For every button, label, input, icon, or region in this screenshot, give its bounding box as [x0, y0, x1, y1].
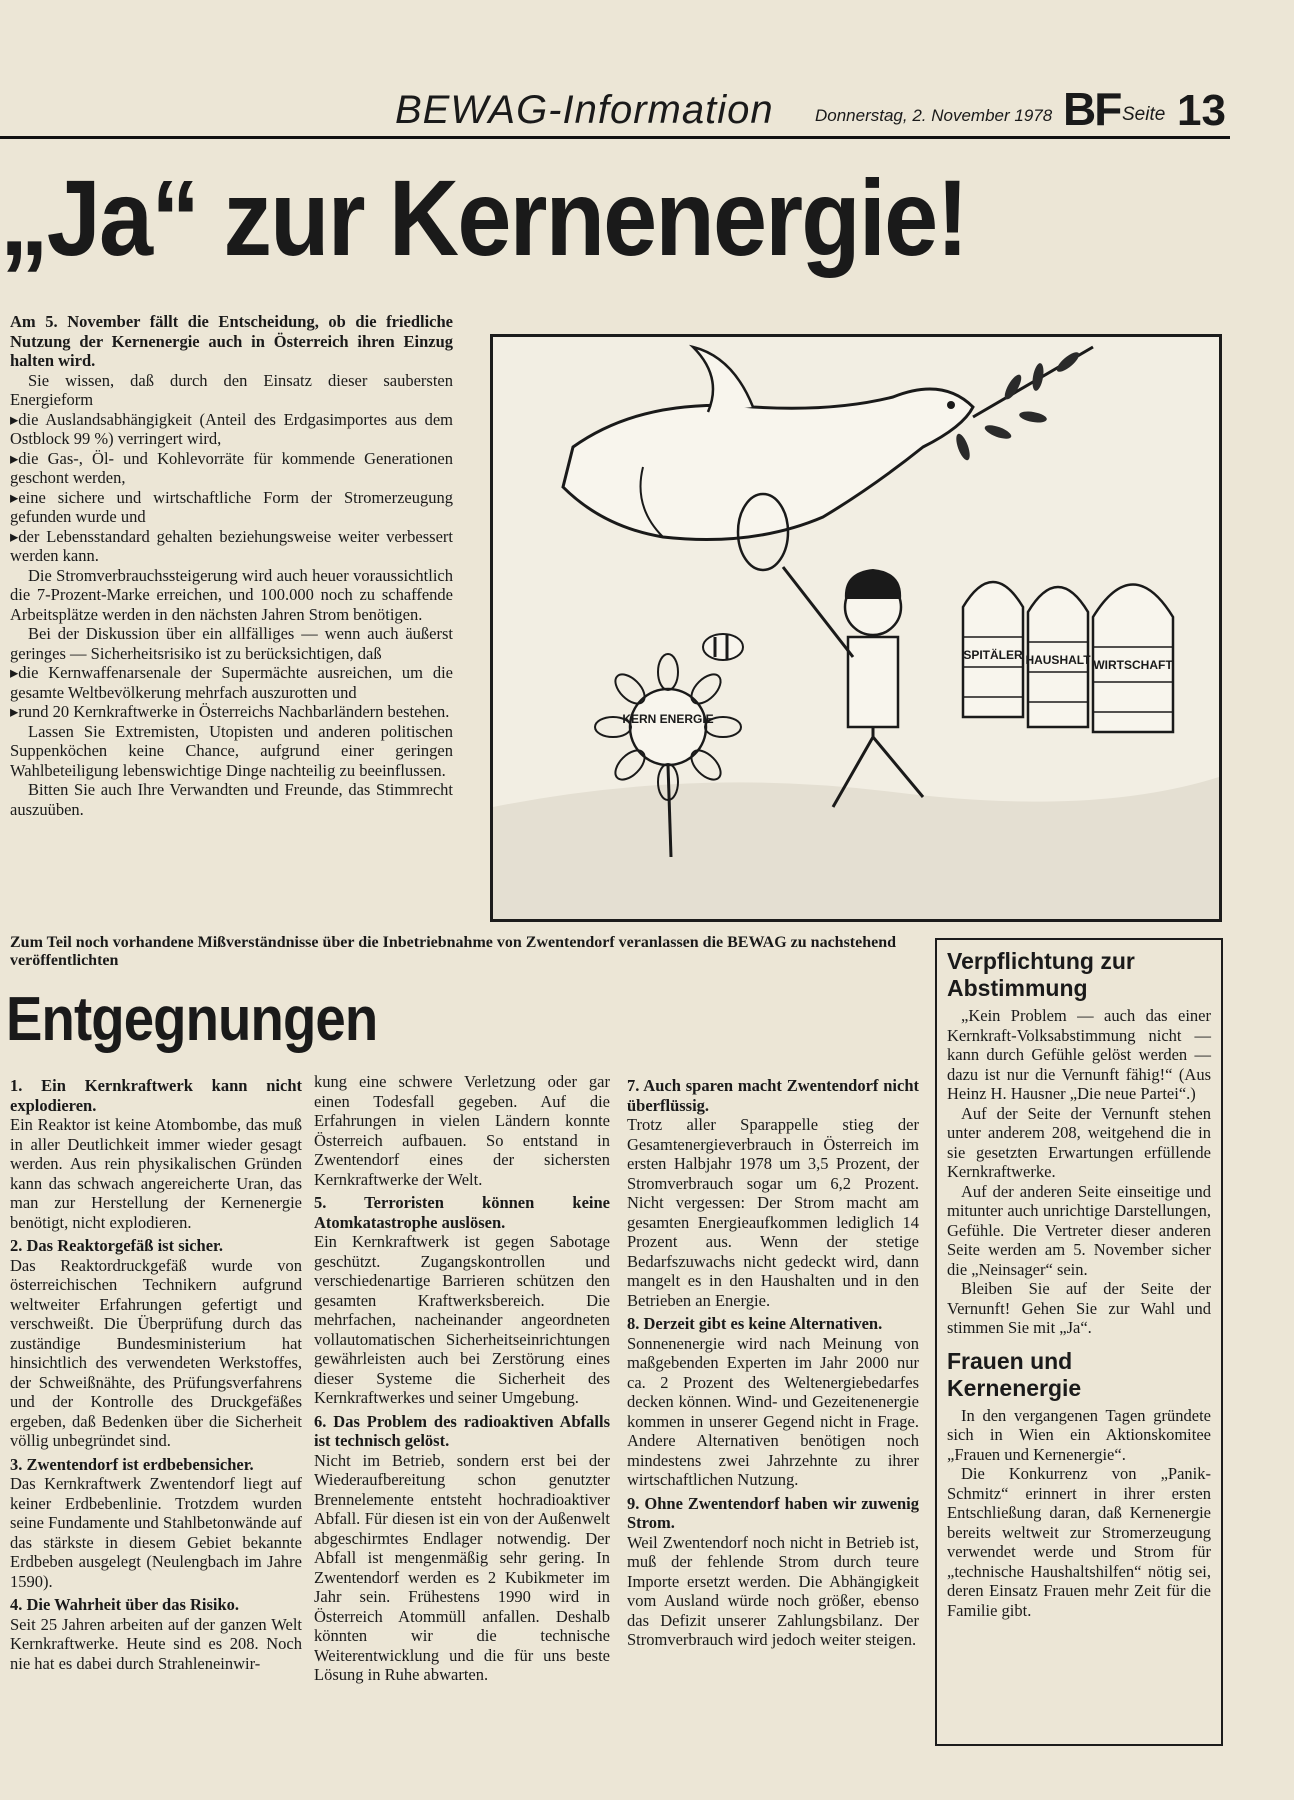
point-heading: 4. Die Wahrheit über das Risiko.	[10, 1595, 240, 1614]
sidebar-paragraph: Auf der anderen Seite einseitige und mitunter auch unrichtige Darstellungen, Gefühle. Die Vertreter dieser anderen Seite werden am 5. November sicher die „Neinsager“ sein.	[947, 1181, 1211, 1279]
sidebar-heading: Verpflichtung zur Abstimmung	[947, 948, 1135, 1001]
intro-bullet: ▸ die Gas-, Öl- und Kohlevorräte für kommende Generationen geschont werden,	[10, 449, 453, 488]
point-text: Weil Zwentendorf noch nicht in Betrieb ist, muß der fehlende Strom durch teure Importe ersetzt werden. Die Abhängigkeit vom Ausland würde noch größer, ebenso das Defizit unserer Zahlungsbilanz. Der Stromverbrauch wird jedoch weiter steigen.	[627, 1532, 919, 1649]
sidebar-heading: Frauen und Kernenergie	[947, 1347, 1082, 1401]
entgegnungen-lead: Zum Teil noch vorhandene Mißverständnisse über die Inbetriebnahme von Zwentendorf veranlassen die BEWAG zu nachstehend veröffentlichten	[10, 934, 897, 969]
cartoon-label-hive3: WIRTSCHAFT	[1093, 658, 1173, 672]
intro-lead: Am 5. November fällt die Entscheidung, ob die friedliche Nutzung der Kernenergie auch in Österreich ihren Einzug halten wird.	[10, 312, 453, 370]
point-heading: 6. Das Problem des radioaktiven Abfalls ist technisch gelöst.	[314, 1411, 610, 1450]
cartoon-illustration	[490, 334, 1222, 922]
intro-bullet: ▸ der Lebensstandard gehalten beziehungsweise weiter verbessert werden kann.	[10, 527, 453, 566]
sidebar-paragraph: Auf der Seite der Vernunft stehen unter anderem 208, weitgehend die in sie gesetzten Erwartungen erfüllende Kernkraftwerke.	[947, 1103, 1211, 1181]
intro-bullet: ▸ die Kernwaffenarsenale der Supermächte ausreichen, um die gesamte Weltbevölkerung mehrfach auszurotten und	[10, 663, 453, 702]
intro-bullet: ▸ eine sichere und wirtschaftliche Form der Stromerzeugung gefunden wurde und	[10, 488, 453, 527]
point-text: Das Kernkraftwerk Zwentendorf liegt auf keiner Erdbebenlinie. Trotzdem wurden seine Fundamente und Stahlbetonwände auf das stärkste in diesem Gebiet bekannte Erdbeben ausgelegt (Neulengbach im Jahre 1590).	[10, 1474, 302, 1591]
headline: „Ja“ zur Kernenergie!	[0, 157, 967, 278]
article-column-2	[314, 1072, 610, 1685]
point-heading: 9. Ohne Zwentendorf haben wir zuwenig Strom.	[627, 1493, 919, 1532]
point-text: Sonnenenergie wird nach Meinung von maßgebenden Experten im Jahr 2000 nur ca. 2 Prozent des Weltenergiebedarfes decken können. Wind- und Gezeitenenergie kommen in unserer Gegend nicht in Frage. Andere Alternativen benötigen noch mindestens zwei Jahrzehnte zu ihrer wirtschaftlichen Nutzung.	[627, 1333, 919, 1489]
intro-paragraph: Die Stromverbrauchssteigerung wird auch heuer voraussichtlich die 7-Prozent-Marke erreichen, und 100.000 noch zu schaffende Arbeitsplätze werden in den nächsten Jahren Strom benötigen.	[10, 565, 453, 624]
masthead-page-number: 13	[1177, 86, 1226, 135]
cartoon-label-hive1: SPITÄLER	[963, 648, 1023, 662]
point-text: Seit 25 Jahren arbeiten auf der ganzen Welt Kernkraftwerke. Heute sind es 208. Noch nie hat es dabei durch Strahleneinwir-	[10, 1614, 302, 1673]
masthead-logo: BF	[1063, 83, 1121, 135]
masthead-page-label: Seite	[1122, 104, 1166, 125]
intro-paragraph: Sie wissen, daß durch den Einsatz dieser saubersten Energieform	[10, 370, 453, 409]
intro-bullet: ▸ die Auslandsabhängigkeit (Anteil des Erdgasimportes aus dem Ostblock 99 %) verringert wird,	[10, 410, 453, 449]
cartoon-drawing	[493, 337, 1219, 919]
cartoon-label-hive2: HAUSHALT	[1025, 653, 1091, 667]
point-heading: 3. Zwentendorf ist erdbebensicher.	[10, 1454, 254, 1474]
point-text: Ein Reaktor ist keine Atombombe, das muß in aller Deutlichkeit immer wieder gesagt werden. Aus rein physikalischen Gründen kann das schwach angereicherte Uran, das man zur Herstellung der Kernenergie benötigt, nicht explodieren.	[10, 1115, 302, 1232]
intro-paragraph: Bei der Diskussion über ein allfälliges — wenn auch äußerst geringes — Sicherheitsrisiko ist zu berücksichtigen, daß	[10, 624, 453, 663]
point-text: Nicht im Betrieb, sondern erst bei der Wiederaufbereitung schon genutzter Brennelemente entsteht hochradioaktiver Abfall. Für diesen ist ein von der Außenwelt abgeschirmtes Endlager notwendig. Der Abfall ist mengenmäßig sehr gering. In Zwentendorf werden es 2 Kubikmeter im Jahr sein. Frühestens 1990 wird in Österreich Atommüll anfallen. Deshalb könnten wir die technische Weiterentwicklung und die für uns beste Lösung in Ruhe abwarten.	[314, 1450, 610, 1684]
point-text: kung eine schwere Verletzung oder gar einen Todesfall gegeben. Auf die Erfahrungen in vielen Ländern konnte Österreich aufbauen. So entstand in Zwentendorf eines der sichersten Kernkraftwerke der Welt.	[314, 1072, 610, 1189]
intro-column	[10, 312, 453, 819]
point-text: Ein Kernkraftwerk ist gegen Sabotage geschützt. Zugangskontrollen und verschiedenartige Barrieren schützen den gesamten Kraftwerksbereich. Die mehrfachen, nacheinander angeordneten vollautomatischen Sicherheitseinrichtungen gewährleisten auch bei Zerstörung eines dieser Systeme die Sicherheit des Kernkraftwerkes und seiner Umgebung.	[314, 1232, 610, 1407]
article-column-3	[627, 1072, 919, 1650]
cartoon-label-kern: KERN ENERGIE	[622, 712, 714, 726]
masthead-title: BEWAG-Information	[395, 88, 774, 132]
masthead-date: Donnerstag, 2. November 1978	[815, 106, 1053, 125]
sidebar-paragraph: Bleiben Sie auf der Seite der Vernunft! Gehen Sie zur Wahl und stimmen Sie mit „Ja“.	[947, 1279, 1211, 1337]
section-headline: Entgegnungen	[6, 985, 378, 1054]
sidebar-paragraph: In den vergangenen Tagen gründete sich in Wien ein Aktionskomitee „Frauen und Kernenergie“.	[947, 1405, 1211, 1464]
sidebar-paragraph: „Kein Problem — auch das einer Kernkraft-Volksabstimmung nicht — kann durch Gefühle gelöst werden — dazu ist nur die Vernunft fähig!“ (Aus Heinz H. Hausner „Die neue Partei“.)	[947, 1006, 1211, 1103]
point-heading: 2. Das Reaktorgefäß ist sicher.	[10, 1236, 223, 1255]
point-heading: 5. Terroristen können keine Atomkatastrophe auslösen.	[314, 1193, 610, 1232]
point-text: Das Reaktordruckgefäß wurde von österreichischen Technikern aufgrund weltweiter Erfahrungen gefertigt und verschweißt. Die Überprüfung durch das zuständige Bundesministerium hat hinsichtlich des verwendeten Werkstoffes, der Schweißnähte, des Prüfungsverfahrens und der Kontrolle des Druckgefäßes ergeben, daß Bedenken über die Sicherheit völlig unbegründet sind.	[10, 1255, 302, 1450]
sidebar-paragraph: Die Konkurrenz von „Panik-Schmitz“ erinnert in ihrer ersten Entschließung daran, daß Kernenergie bereits weltweit zur Stromerzeugung verwendet werde und Strom für „technische Haushaltshilfen“ nötig sei, deren Einsatz Frauen mehr Zeit für die Familie gibt.	[947, 1464, 1211, 1620]
article-column-1	[10, 1072, 302, 1673]
intro-bullet: ▸ rund 20 Kernkraftwerke in Österreichs Nachbarländern bestehen.	[10, 702, 453, 722]
masthead-rule	[0, 136, 1230, 139]
sidebar-box	[935, 938, 1223, 1746]
intro-paragraph: Lassen Sie Extremisten, Utopisten und anderen politischen Suppenköchen keine Chance, aufgrund einer geringen Wahlbeteiligung lebenswichtige Dinge nachteilig zu beeinflussen.	[10, 721, 453, 780]
point-heading: 7. Auch sparen macht Zwentendorf nicht überflüssig.	[627, 1076, 919, 1115]
intro-paragraph: Bitten Sie auch Ihre Verwandten und Freunde, das Stimmrecht auszuüben.	[10, 780, 453, 819]
point-text: Trotz aller Sparappelle stieg der Gesamtenergieverbrauch in Österreich im ersten Halbjahr 1978 um 3,5 Prozent, der Stromverbrauch sogar um 6,2 Prozent. Nicht vergessen: Der Strom macht am gesamten Energieaufkommen lediglich 14 Prozent aus. Wenn der stetige Bedarfszuwachs nicht gedeckt wird, dann mangelt es in den Haushalten und in den Betrieben an Energie.	[627, 1115, 919, 1310]
point-heading: 1. Ein Kernkraftwerk kann nicht explodieren.	[10, 1076, 302, 1115]
point-heading: 8. Derzeit gibt es keine Alternativen.	[627, 1314, 883, 1333]
